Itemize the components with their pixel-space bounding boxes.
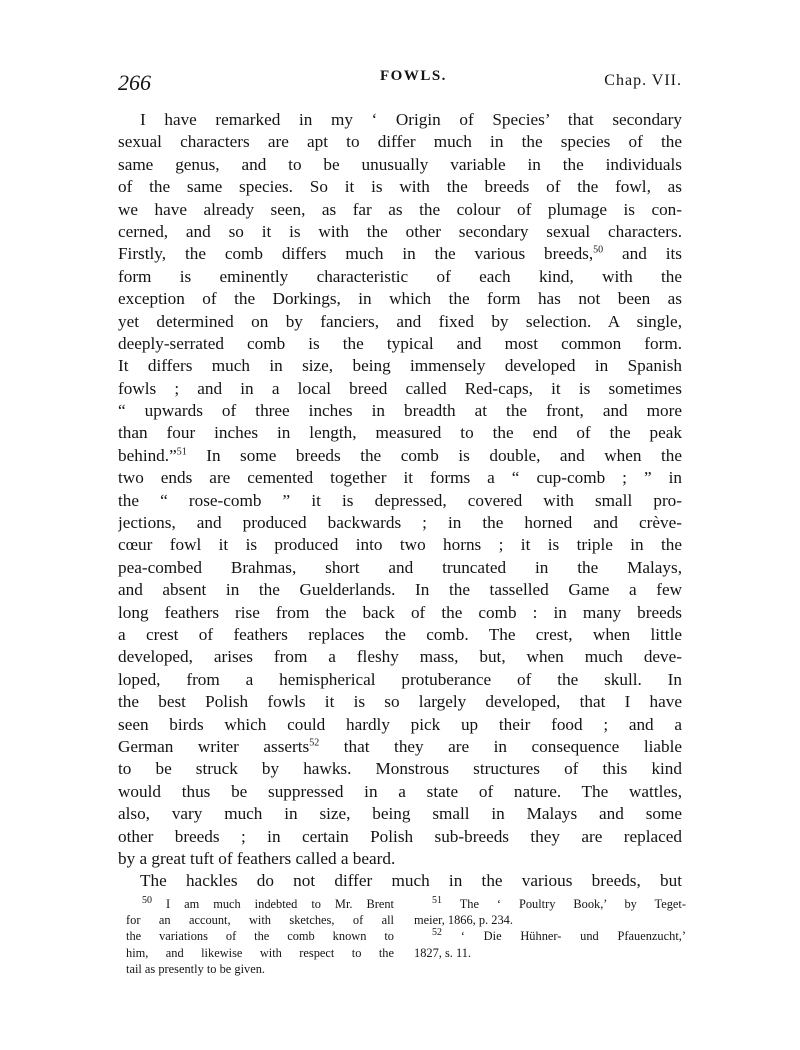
footnote-marker: 52 (432, 928, 442, 939)
footnote-50 (126, 896, 394, 977)
footnote-52 (414, 928, 686, 944)
text-segment: Firstly, the comb differs much in the various breeds, (118, 244, 594, 264)
text-line: jections, and produced backwards ; in the horned and crève- (118, 513, 682, 533)
text-line: other breeds ; in certain Polish sub-breeds they are replaced (118, 826, 682, 846)
chapter-reference: Chap. VII. (604, 72, 682, 89)
text-line: yet determined on by fanciers, and fixed by selection. A single, (118, 311, 682, 331)
text-line: would thus be suppressed in a state of nature. The wattles, (118, 781, 682, 801)
text-line: same genus, and to be unusually variable in the individuals (118, 154, 682, 174)
footnote-marker: 51 (432, 896, 442, 906)
body-text (118, 109, 682, 893)
footnote-ref-52: 52 (309, 737, 320, 749)
text-line: to be struck by hawks. Monstrous structures of this kind (118, 759, 682, 779)
footnote-text: ‘ Die Hühner- und Pfauenzucht,’ (460, 929, 686, 944)
text-line: exception of the Dorkings, in which the form has not been as (118, 289, 682, 309)
text-line: It differs much in size, being immensely developed in Spanish (118, 356, 682, 376)
text-line (118, 736, 682, 758)
footnote-text: The ‘ Poultry Book,’ by Teget- (459, 897, 686, 911)
text-line: two ends are cemented together it forms a “ cup-comb ; ” in (118, 468, 682, 488)
text-line: cœur fowl it is produced into two horns ; it is triple in the (118, 535, 682, 555)
footnote-ref-50: 50 (593, 244, 604, 256)
running-head (118, 66, 682, 96)
footnote-line: meier, 1866, p. 234. (414, 913, 513, 928)
footnote-ref-51: 51 (176, 446, 187, 458)
text-line: I have remarked in my ‘ Origin of Species’ that secondary (140, 110, 682, 129)
text-segment: that they are in consequence liable (319, 736, 682, 756)
text-segment: and its (603, 244, 682, 264)
text-line: deeply-serrated comb is the typical and most common form. (118, 333, 682, 353)
footnote-line: for an account, with sketches, of all (126, 913, 394, 928)
text-line: long feathers rise from the back of the comb : in many breeds (118, 602, 682, 622)
text-line: developed, arises from a fleshy mass, but, when much deve- (118, 647, 682, 667)
text-line: seen birds which could hardly pick up their food ; and a (118, 714, 682, 734)
text-line (118, 445, 682, 467)
footnote-line: him, and likewise with respect to the (126, 945, 394, 960)
text-line (118, 243, 682, 265)
text-line: form is eminently characteristic of each kind, with the (118, 266, 682, 286)
page-number: 266 (118, 70, 151, 95)
text-line: sexual characters are apt to differ much in the species of the (118, 132, 682, 152)
text-segment: German writer asserts (118, 736, 310, 756)
footnote-51 (414, 896, 686, 912)
text-line: by a great tuft of feathers called a beard. (118, 848, 396, 868)
text-line: The hackles do not differ much in the various breeds, but (140, 871, 682, 891)
footnote-line (126, 896, 394, 912)
footnote-marker: 50 (142, 896, 152, 906)
text-line: loped, from a hemispherical protuberance of the skull. In (118, 669, 682, 689)
text-line: the best Polish fowls it is so largely developed, that I have (118, 692, 682, 712)
text-line: and absent in the Guelderlands. In the tasselled Game a few (118, 580, 682, 600)
footnote-text: I am much indebted to Mr. Brent (165, 897, 394, 911)
text-line: “ upwards of three inches in breadth at the front, and more (118, 401, 682, 421)
running-title: FOWLS. (380, 68, 447, 84)
text-segment: behind.” (118, 445, 177, 465)
text-line: cerned, and so it is with the other secondary sexual characters. (118, 221, 682, 241)
text-line: also, vary much in size, being small in Malays and some (118, 804, 682, 824)
text-line: we have already seen, as far as the colour of plumage is con- (118, 199, 682, 219)
text-segment: In some breeds the comb is double, and when the (186, 445, 682, 465)
footnote-line: 1827, s. 11. (414, 945, 472, 960)
footnotes-right-column (414, 896, 686, 961)
footnote-line: the variations of the comb known to (126, 929, 394, 944)
text-line: fowls ; and in a local breed called Red-caps, it is sometimes (118, 378, 682, 398)
text-line: the “ rose-comb ” it is depressed, covered with small pro- (118, 490, 682, 510)
text-line: of the same species. So it is with the breeds of the fowl, as (118, 177, 682, 197)
text-line: pea-combed Brahmas, short and truncated in the Malays, (118, 557, 682, 577)
text-line: than four inches in length, measured to the end of the peak (118, 423, 682, 443)
footnote-line: tail as presently to be given. (126, 961, 266, 976)
text-line: a crest of feathers replaces the comb. The crest, when little (118, 624, 682, 644)
